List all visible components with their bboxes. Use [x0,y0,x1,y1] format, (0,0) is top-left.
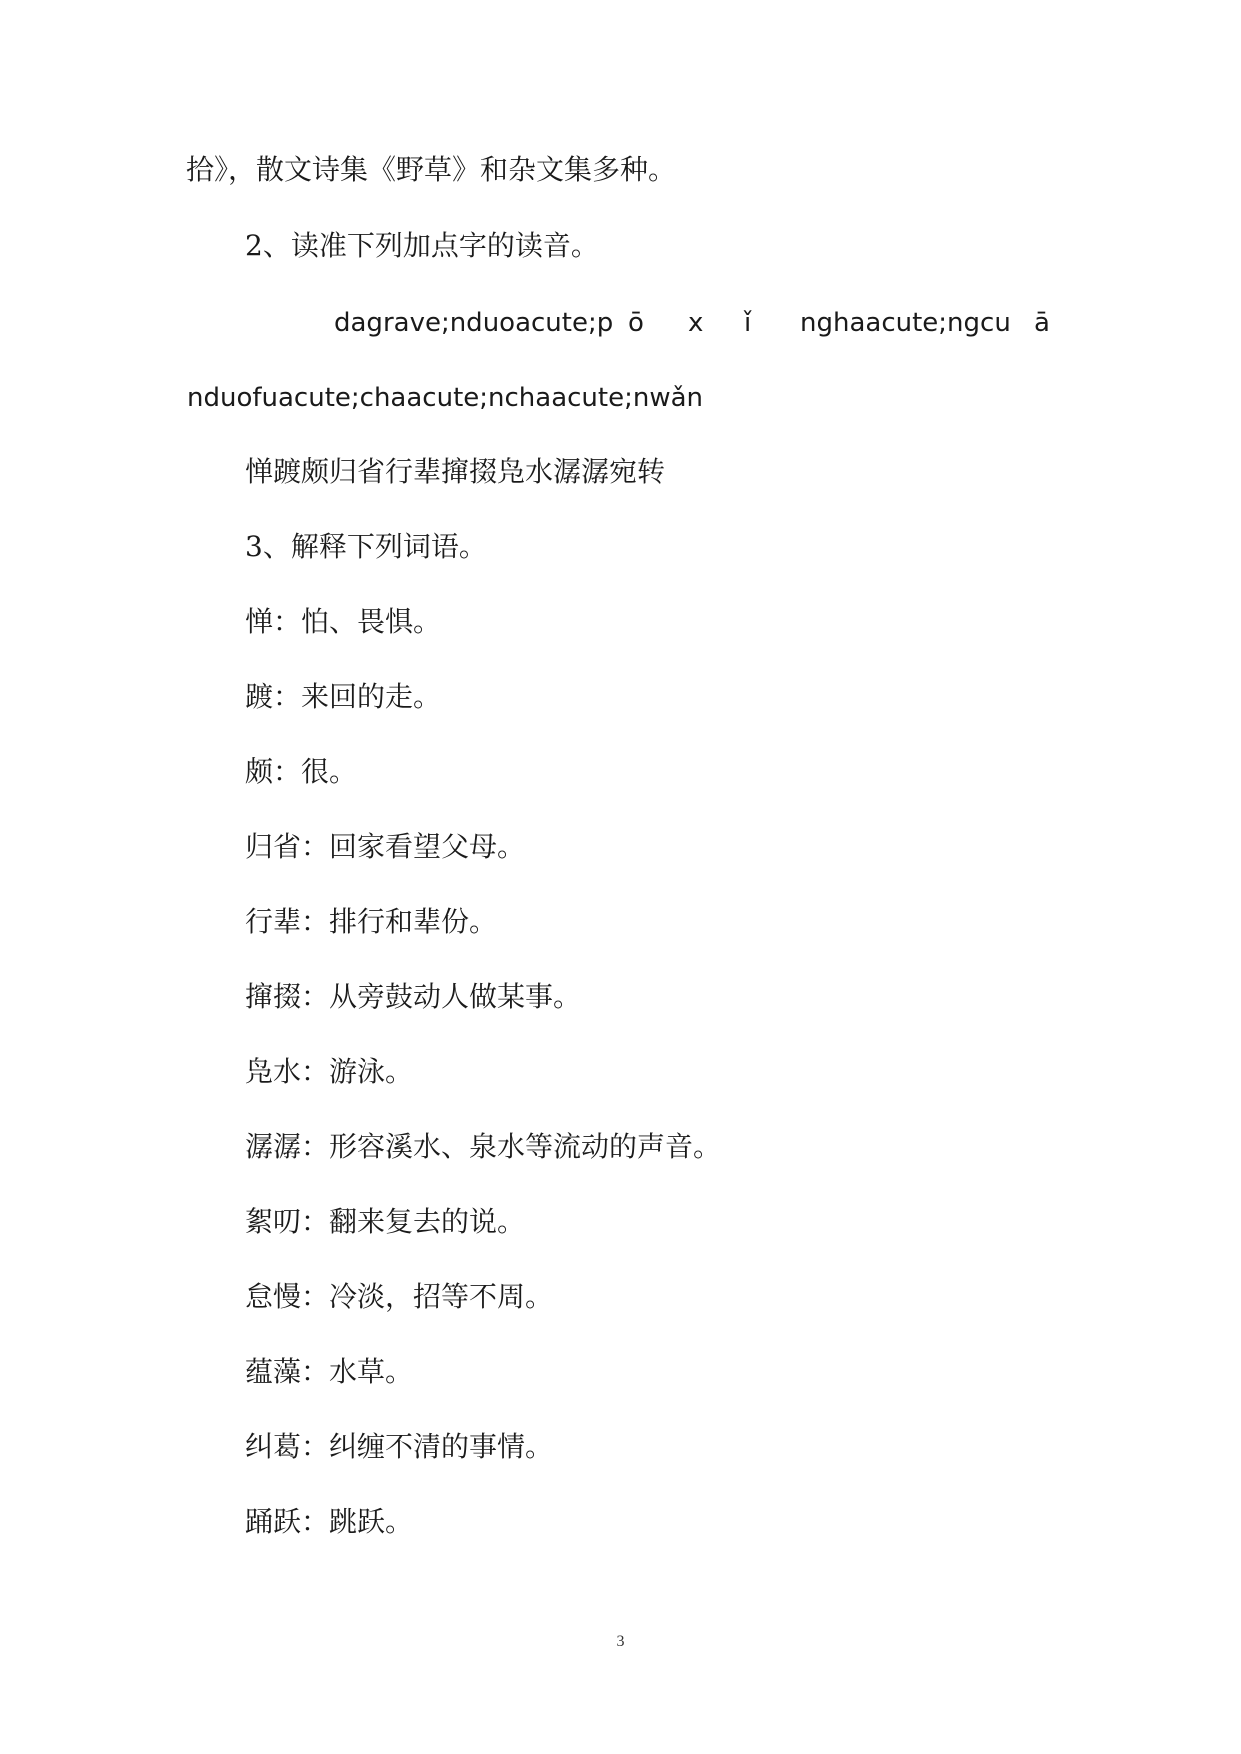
pinyin-segment: x [688,308,704,338]
definition-item: 行辈：排行和辈份。 [245,905,498,938]
section-heading-pronunciation: 2、读准下列加点字的读音。 [245,229,599,262]
definition-item: 纠葛：纠缠不清的事情。 [245,1430,554,1463]
definition-item: 颇：很。 [245,755,358,788]
pinyin-segment: ō [628,308,644,338]
definition-item: 凫水：游泳。 [245,1055,414,1088]
definition-item: 归省：回家看望父母。 [245,830,526,863]
pinyin-row [334,305,1054,341]
definition-item: 惮：怕、畏惧。 [245,605,442,638]
definition-item: 蕴藻：水草。 [245,1355,414,1388]
definition-item: 潺潺：形容溪水、泉水等流动的声音。 [245,1130,722,1163]
definition-item: 怠慢：冷淡，招等不周。 [245,1280,554,1313]
pinyin-segment: nghaacute;ngcu [800,308,1011,338]
definition-item: 踱：来回的走。 [245,680,442,713]
definition-item: 踊跃：跳跃。 [245,1505,414,1538]
section-heading-definitions: 3、解释下列词语。 [245,530,487,563]
definition-item: 絮叨：翻来复去的说。 [245,1205,526,1238]
pinyin-segment: dagrave;nduoacute;p [334,308,614,338]
pinyin-segment: ā [1034,308,1050,338]
pinyin-continuation: nduofuacute;chaacute;nchaacute;nwǎn [187,383,704,413]
text-line-continuation: 拾》，散文诗集《野草》和杂文集多种。 [186,153,677,186]
page-number: 3 [616,1633,625,1650]
character-list: 惮踱颇归省行辈撺掇凫水潺潺宛转 [245,455,666,488]
pinyin-segment: ǐ [744,308,752,338]
definition-item: 撺掇：从旁鼓动人做某事。 [245,980,582,1013]
